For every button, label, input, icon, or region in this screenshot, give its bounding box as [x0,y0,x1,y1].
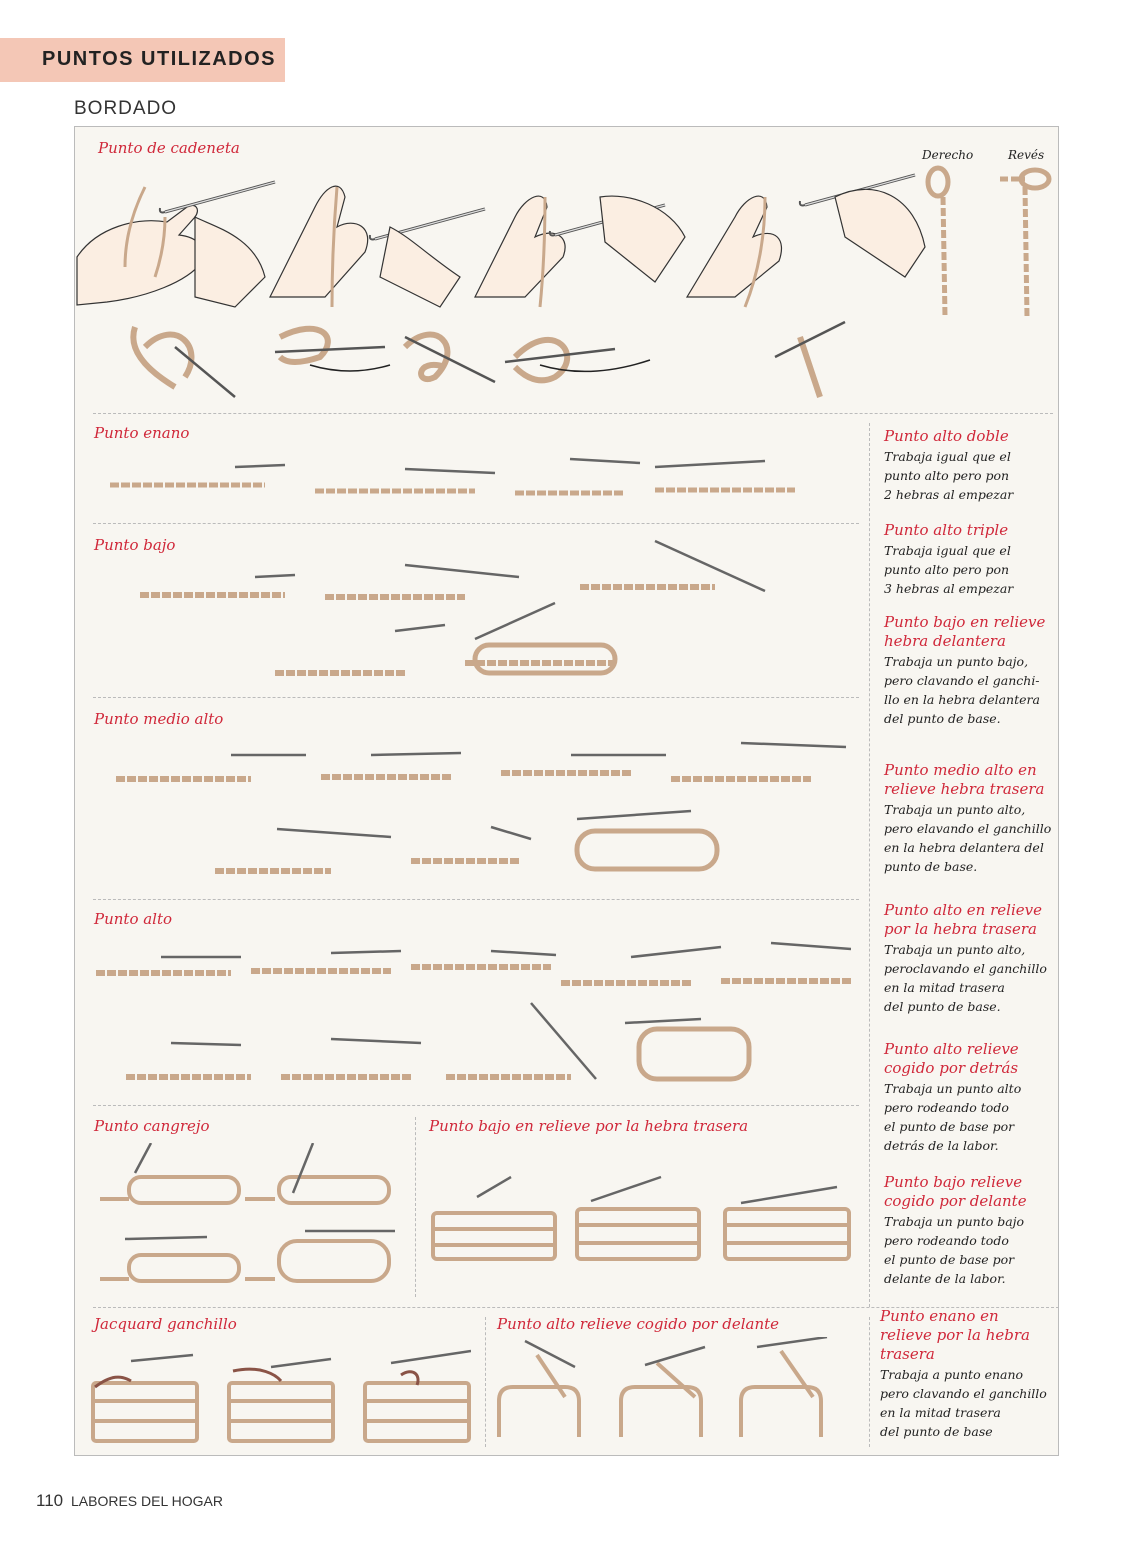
desc-line: Trabaja un punto bajo, [884,654,1029,669]
punto-alto-relieve-delante-illustration [495,1337,855,1447]
section-title: PUNTOS UTILIZADOS [42,48,277,70]
desc-line: detrás de la labor. [884,1138,999,1153]
separator [93,1105,859,1106]
desc-line: punto de base. [884,859,978,874]
page-footer [36,1491,223,1511]
desc-line: pero elavando el ganchillo [884,821,1052,836]
desc-line: en la mitad trasera [884,980,1005,995]
desc-line: pero rodeando todo [884,1233,1009,1248]
sidebar-item-title: Punto alto en relieve por la hebra trasera [884,901,1042,938]
separator-vertical [485,1317,486,1447]
sidebar-item-desc [884,447,1059,504]
punto-bajo-illustration [135,513,775,693]
sidebar-item-desc [884,1212,1059,1288]
desc-line: Trabaja a punto enano [880,1367,1024,1382]
label-punto-medio-alto: Punto medio alto [94,710,224,728]
section-header-band [0,38,285,82]
sidebar-item-title: Punto bajo en relieve hebra delantera [884,613,1046,650]
sidebar-item-title: Punto enano en relieve por la hebra trasera [880,1307,1030,1363]
desc-line: Trabaja un punto bajo [884,1214,1025,1229]
desc-line: en la hebra delantera del [884,840,1044,855]
sidebar-item-desc [880,1365,1055,1441]
desc-line: en la mitad trasera [880,1405,1001,1420]
label-punto-alto: Punto alto [94,910,173,928]
separator-vertical [869,1317,870,1447]
punto-bajo-relieve-illustration [431,1163,861,1263]
separator-vertical [415,1117,416,1297]
desc-line: Trabaja igual que el [884,449,1011,464]
desc-line: 3 hebras al empezar [884,581,1014,596]
sidebar-item [884,761,1059,876]
page-number: 110 [36,1491,64,1510]
punto-medio-alto-illustration [111,731,851,881]
label-right-side: Derecho [922,148,974,162]
label-punto-bajo: Punto bajo [94,536,176,554]
sidebar-item-desc [884,940,1059,1016]
sidebar-item [884,521,1059,598]
desc-line: delante de la labor. [884,1271,1006,1286]
desc-line: punto alto pero pon [884,562,1010,577]
jacquard-illustration [91,1345,471,1445]
desc-line: punto alto pero pon [884,468,1010,483]
separator-vertical [869,423,870,1307]
desc-line: el punto de base por [884,1119,1015,1134]
desc-line: peroclavando el ganchillo [884,961,1047,976]
magazine-name: LABORES DEL HOGAR [71,1493,223,1509]
separator [93,413,1053,414]
sidebar-item [884,901,1059,1016]
desc-line: pero rodeando todo [884,1100,1009,1115]
desc-line: 2 hebras al empezar [884,487,1014,502]
separator [93,697,859,698]
sidebar-item-title: Punto medio alto en relieve hebra trasera [884,761,1045,798]
sidebar-item-desc [884,652,1059,728]
desc-line: Trabaja igual que el [884,543,1011,558]
desc-line: Trabaja un punto alto [884,1081,1022,1096]
sidebar-item-title: Punto alto relieve cogido por detrás [884,1040,1019,1077]
desc-line: pero clavando el ganchi- [884,673,1040,688]
sidebar-item [884,613,1059,728]
sidebar-item-title: Punto alto triple [884,521,1009,539]
label-punto-enano: Punto enano [94,424,190,442]
sidebar-item-desc [884,1079,1059,1155]
sidebar-item [884,427,1059,504]
punto-cangrejo-illustration [95,1143,395,1293]
label-punto-bajo-relieve: Punto bajo en relieve por la hebra trasera [429,1117,749,1135]
separator [93,899,859,900]
desc-line: del punto de base. [884,999,1001,1014]
stitch-guide-panel [74,126,1059,1456]
desc-line: el punto de base por [884,1252,1015,1267]
sidebar-item [880,1307,1055,1441]
sidebar-item-desc [884,541,1059,598]
punto-enano-illustration [105,445,845,505]
desc-line: pero clavando el ganchillo [880,1386,1047,1401]
label-jacquard: Jacquard ganchillo [94,1315,237,1333]
label-chain-stitch: Punto de cadeneta [98,139,240,157]
label-wrong-side: Revés [1008,148,1045,162]
sidebar-item [884,1173,1059,1288]
sidebar-item-title: Punto alto doble [884,427,1009,445]
desc-line: llo en la hebra delantera [884,692,1040,707]
section-subtitle: BORDADO [74,98,178,119]
punto-alto-illustration [91,931,851,1091]
desc-line: del punto de base [880,1424,993,1439]
label-punto-alto-relieve-delante: Punto alto relieve cogido por delante [497,1315,780,1333]
sidebar-item-title: Punto bajo relieve cogido por delante [884,1173,1027,1210]
label-punto-cangrejo: Punto cangrejo [94,1117,210,1135]
desc-line: Trabaja un punto alto, [884,802,1026,817]
chain-stitch-illustration [75,157,1060,407]
desc-line: Trabaja un punto alto, [884,942,1026,957]
desc-line: del punto de base. [884,711,1001,726]
sidebar-item-desc [884,800,1059,876]
sidebar-item [884,1040,1059,1155]
